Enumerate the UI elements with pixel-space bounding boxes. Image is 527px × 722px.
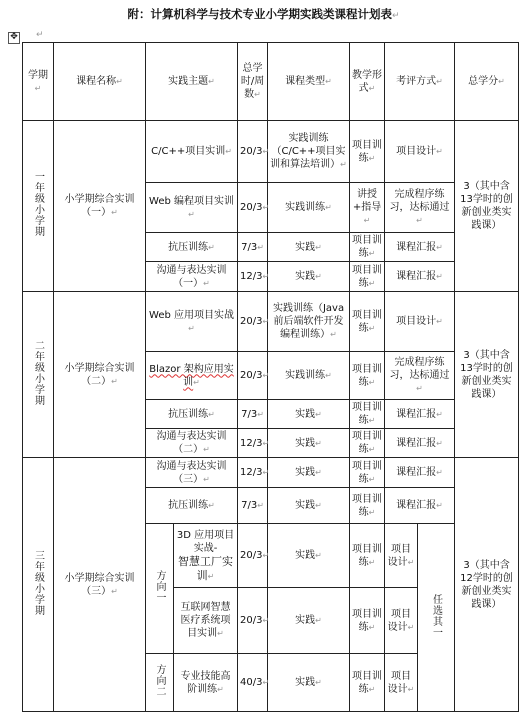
topic-cell: Web 编程项目实训↵ [146,183,238,233]
hours-cell: 20/3↵ [238,588,268,654]
topic-cell: 抗压训练↵ [146,488,238,524]
header-credit: 总学分↵ [455,43,519,121]
type-cell: 实践↵ [268,233,350,262]
hours-cell: 7/3↵ [238,233,268,262]
type-cell: 实践↵ [268,654,350,712]
mode-cell: 项目训练↵ [350,488,385,524]
type-cell: 实践↵ [268,588,350,654]
assess-cell: 课程汇报↵ [385,233,455,262]
topic-cell: 专业技能高阶训练↵ [174,654,238,712]
mode-cell: 项目训练↵ [350,121,385,183]
type-cell: 实践训练（C/C++项目实训和算法培训）↵ [268,121,350,183]
mode-cell: 项目训练↵ [350,524,385,588]
assess-cell: 项目设计↵ [385,588,418,654]
type-cell: 实践↵ [268,400,350,429]
header-term: 学期↵ [23,43,54,121]
assess-cell: 项目设计↵ [385,121,455,183]
table-row [23,458,519,488]
hours-cell: 7/3↵ [238,488,268,524]
mode-cell: 项目训练↵ [350,400,385,429]
assess-cell: 项目设计↵ [385,654,418,712]
elective-cell: 任选其一 [418,524,455,712]
type-cell: 实践训练↵ [268,352,350,400]
mode-cell: 项目训练↵ [350,233,385,262]
header-assess: 考评方式↵ [385,43,455,121]
topic-cell: C/C++项目实训↵ [146,121,238,183]
topic-cell: 沟通与表达实训（二）↵ [146,429,238,458]
term-cell: 一年级小学期 [23,121,54,292]
type-cell: 实践↵ [268,262,350,292]
credit-cell: 3（其中含13学时的创新创业类实践课） [455,292,519,458]
type-cell: 实践训练（Java 前后端软件开发编程训练）↵ [268,292,350,352]
table-row [23,121,519,183]
assess-cell: 项目设计↵ [385,524,418,588]
course-cell: 小学期综合实训（三）↵ [54,458,146,712]
assess-cell: 课程汇报↵ [385,262,455,292]
assess-cell: 项目设计↵ [385,292,455,352]
hours-cell: 12/3↵ [238,458,268,488]
mode-cell: 项目训练↵ [350,429,385,458]
header-hours: 总学时/周数↵ [238,43,268,121]
topic-cell: 沟通与表达实训（一）↵ [146,262,238,292]
crop-mark-icon: ↵ [36,30,44,40]
credit-cell: 3（其中含13学时的创新创业类实践课） [455,121,519,292]
mode-cell: 项目训练↵ [350,458,385,488]
header-mode: 教学形式↵ [350,43,385,121]
type-cell: 实践↵ [268,458,350,488]
topic-cell: Web 应用项目实战↵ [146,292,238,352]
type-cell: 实践↵ [268,429,350,458]
table-move-handle-icon[interactable]: ✥ [8,32,20,44]
type-cell: 实践↵ [268,488,350,524]
assess-cell: 课程汇报↵ [385,488,455,524]
table-row [23,292,519,352]
hours-cell: 40/3↵ [238,654,268,712]
hours-cell: 20/3↵ [238,183,268,233]
mode-cell: 项目训练↵ [350,262,385,292]
header-course: 课程名称↵ [54,43,146,121]
page-title: 附：计算机科学与技术专业小学期实践类课程计划表↵ [127,7,400,21]
mode-cell: 项目训练↵ [350,588,385,654]
credit-cell: 3（其中含12学时的创新创业类实践课） [455,458,519,712]
type-cell: 实践训练↵ [268,183,350,233]
topic-cell: 抗压训练↵ [146,233,238,262]
topic-cell: 3D 应用项目实战- 智慧工厂实训↵ [174,524,238,588]
topic-cell: 互联网智慧医疗系统项目实训↵ [174,588,238,654]
direction-two-cell: 方向二 [146,654,174,712]
assess-cell: 完成程序练习，达标通过↵ [385,183,455,233]
course-plan-table [22,42,519,712]
header-type: 课程类型↵ [268,43,350,121]
assess-cell: 课程汇报↵ [385,458,455,488]
hours-cell: 20/3↵ [238,352,268,400]
assess-cell: 完成程序练习，达标通过↵ [385,352,455,400]
assess-cell: 课程汇报↵ [385,429,455,458]
mode-cell: 项目训练↵ [350,654,385,712]
mode-cell: 讲授+指导↵ [350,183,385,233]
course-cell: 小学期综合实训（二）↵ [54,292,146,458]
header-topic: 实践主题↵ [146,43,238,121]
header-row [23,43,519,121]
direction-one-cell: 方向一 [146,524,174,654]
mode-cell: 项目训练↵ [350,292,385,352]
assess-cell: 课程汇报↵ [385,400,455,429]
hours-cell: 7/3↵ [238,400,268,429]
hours-cell: 20/3↵ [238,524,268,588]
type-cell: 实践↵ [268,524,350,588]
hours-cell: 12/3↵ [238,262,268,292]
topic-cell: 抗压训练↵ [146,400,238,429]
topic-cell: Blazor 架构应用实训↵ [146,352,238,400]
hours-cell: 20/3↵ [238,292,268,352]
hours-cell: 20/3↵ [238,121,268,183]
term-cell: 三年级小学期 [23,458,54,712]
course-cell: 小学期综合实训（一）↵ [54,121,146,292]
hours-cell: 12/3↵ [238,429,268,458]
mode-cell: 项目训练↵ [350,352,385,400]
topic-cell: 沟通与表达实训（三）↵ [146,458,238,488]
term-cell: 二年级小学期 [23,292,54,458]
